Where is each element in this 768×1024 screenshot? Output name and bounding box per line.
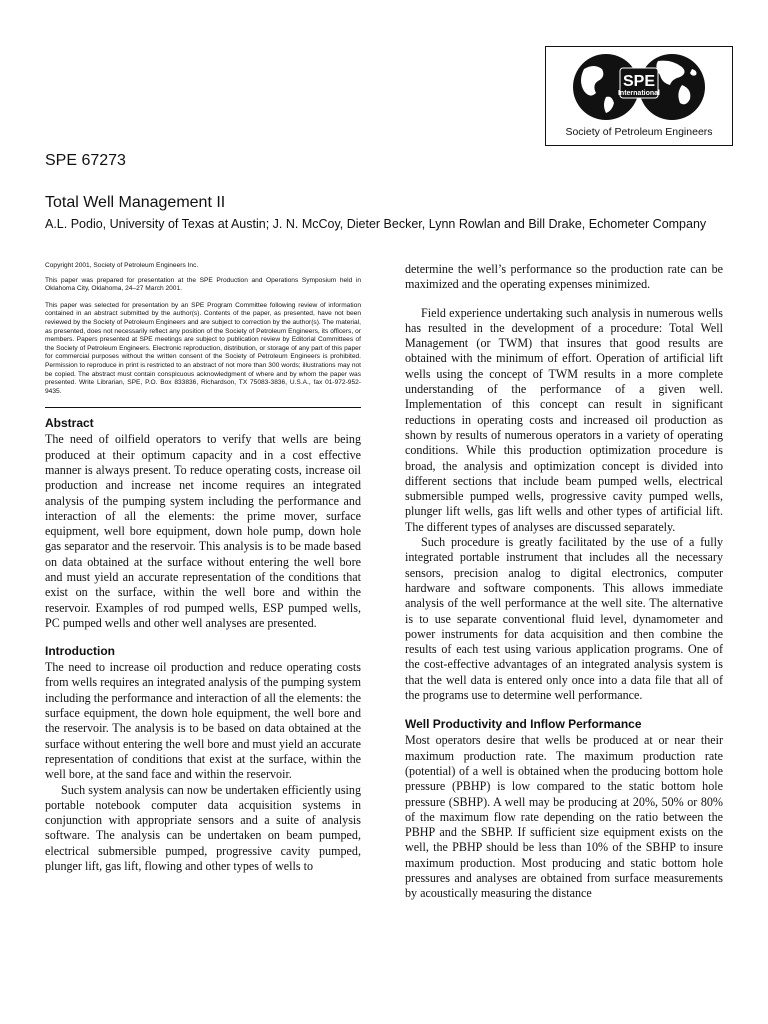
intro-paragraph: The need to increase oil production and reduce operating costs from wells requires an integrated analysis of the pumping system including the performance and interaction of all the elements: the surface equipment, the down hole equipment, the well bore and the reservoir. The analysis is to be based on data obtained at the surface without entering the well bore and must yield an accurate representation of conditions that exist at the surface, within the well bore, at the sand face and within the reservoir. xyxy=(45,660,361,782)
well-productivity-text: Most operators desire that wells be produced at or near their maximum production rate. The maximum production rate (potential) of a well is obtained when the producing bottom hole pressure (PBHP) is low compared to the static bottom hole pressure (SBHP). A well may be producing at 20%, 50% or 80% of the maximum flow rate depending on the ratio between the PBHP and the SBHP. If sufficient size equipment exists on the well, the PBHP should be less than 10% of the SBHP to insure maximum production. Most producing and static bottom hole pressures and analyses are obtained from surface measurements by acoustically measuring the distance xyxy=(405,733,723,901)
abstract-heading: Abstract xyxy=(45,416,94,431)
abstract-text: The need of oilfield operators to verify that wells are being produced at their optimum capacity and in a cost effective manner is always present. To reduce operating costs, increase oil production and increase net income requires an integrated analysis of the pumping system including the performance and interaction of all the elements: the prime mover, surface equipment, well bore equipment, down hole pump, down hole gas separator and the reservoir. This analysis is to be made based on data obtained at the surface without entering the well bore and must yield an accurate representation of the conditions that exist on the surface, within the well bore and within the reservoir. Examples of rod pumped wells, ESP pumped wells, PC pumped wells and other well analyses are presented. xyxy=(45,432,361,630)
front-matter-divider xyxy=(45,407,361,408)
left-column xyxy=(45,262,361,874)
introduction-heading: Introduction xyxy=(45,644,115,659)
paper-title: Total Well Management II xyxy=(45,194,226,211)
logo-subtitle: International xyxy=(617,90,661,97)
intro-paragraph: Such system analysis can now be undertaken efficiently using portable notebook computer data acquisition systems in conjunction with appropriate sensors and a suite of analysis software. The analysis can be undertaken on beam pumped, electrical submersible pumped, progressive cavity pumped, plunger lift, gas lift, flowing and other types of wells to xyxy=(45,782,361,874)
spe-logo xyxy=(545,46,733,146)
copyright-notice: Copyright 2001, Society of Petroleum Engineers Inc. xyxy=(45,262,199,269)
intro-paragraph: Field experience undertaking such analysis in numerous wells has resulted in the development of a procedure: Total Well Management (or TWM) that insures that good results are obtained with the minimum of effort. Operation of artificial lift wells using the concept of TWM results in a more complete understanding of the performance of a given well. Implementation of this concept can result in significant reductions in operating costs and increased oil production as shown by results of numerous operators in a variety of operating conditions. While this production optimization procedure is broad, the analysis and optimization concept is divided into different sections that include beam pumped wells, electrical submersible pumped wells, progressive cavity pumped wells, plunger lift wells, gas lift wells and other types of artificial lift. The different types of analyses are discussed separately. xyxy=(405,305,723,534)
intro-paragraph-continued: determine the well’s performance so the production rate can be maximized and the operating expenses minimized. xyxy=(405,262,723,292)
well-productivity-heading: Well Productivity and Inflow Performance xyxy=(405,717,642,732)
review-notice: This paper was selected for presentation by an SPE Program Committee following review of information contained in an abstract submitted by the author(s). Contents of the paper, as presented, have not been reviewed by the Society of Petroleum Engineers and are subject to correction by the author(s). The material, as presented, does not necessarily reflect any position of the Society of Petroleum Engineers, its officers, or members. Papers presented at SPE meetings are subject to publication review by Editorial Committees of the Society of Petroleum Engineers. Electronic reproduction, distribution, or storage of any part of this paper for commercial purposes without the written consent of the Society of Petroleum Engineers is prohibited. Permission to reproduce in print is restricted to an abstract of not more than 300 words; illustrations may not be copied. The abstract must contain conspicuous acknowledgment of where and by whom the paper was presented. Write Librarian, SPE, P.O. Box 833836, Richardson, TX 75083-3836, U.S.A., fax 01-972-952-9435. xyxy=(45,301,361,395)
presentation-notice: This paper was prepared for presentation at the SPE Production and Operations Symposium held in Oklahoma City, Oklahoma, 24–27 March 2001. xyxy=(45,276,361,293)
logo-caption: Society of Petroleum Engineers xyxy=(565,126,713,138)
intro-paragraph: Such procedure is greatly facilitated by the use of a fully integrated portable instrument that includes all the necessary sensors, precision analog to digital electronics, computer hardware and software components. This allows immediate analysis of the well performance at the well site. The alternative is to use separate conventional fluid level, dynamometer and power instruments for data acquisition and then combine the results of each test using various application programs. One of the cost-effective advantages of an integrated analysis system is that the well data is entered only once into a data file that all of the programs use to determine well performance. xyxy=(405,535,723,703)
logo-brand: SPE xyxy=(622,73,656,90)
globe-icon xyxy=(554,51,724,123)
paper-number: SPE 67273 xyxy=(45,152,126,169)
right-column xyxy=(405,262,723,902)
author-line: A.L. Podio, University of Texas at Austin; J. N. McCoy, Dieter Becker, Lynn Rowlan and Bill Drake, Echometer Company xyxy=(45,217,707,231)
